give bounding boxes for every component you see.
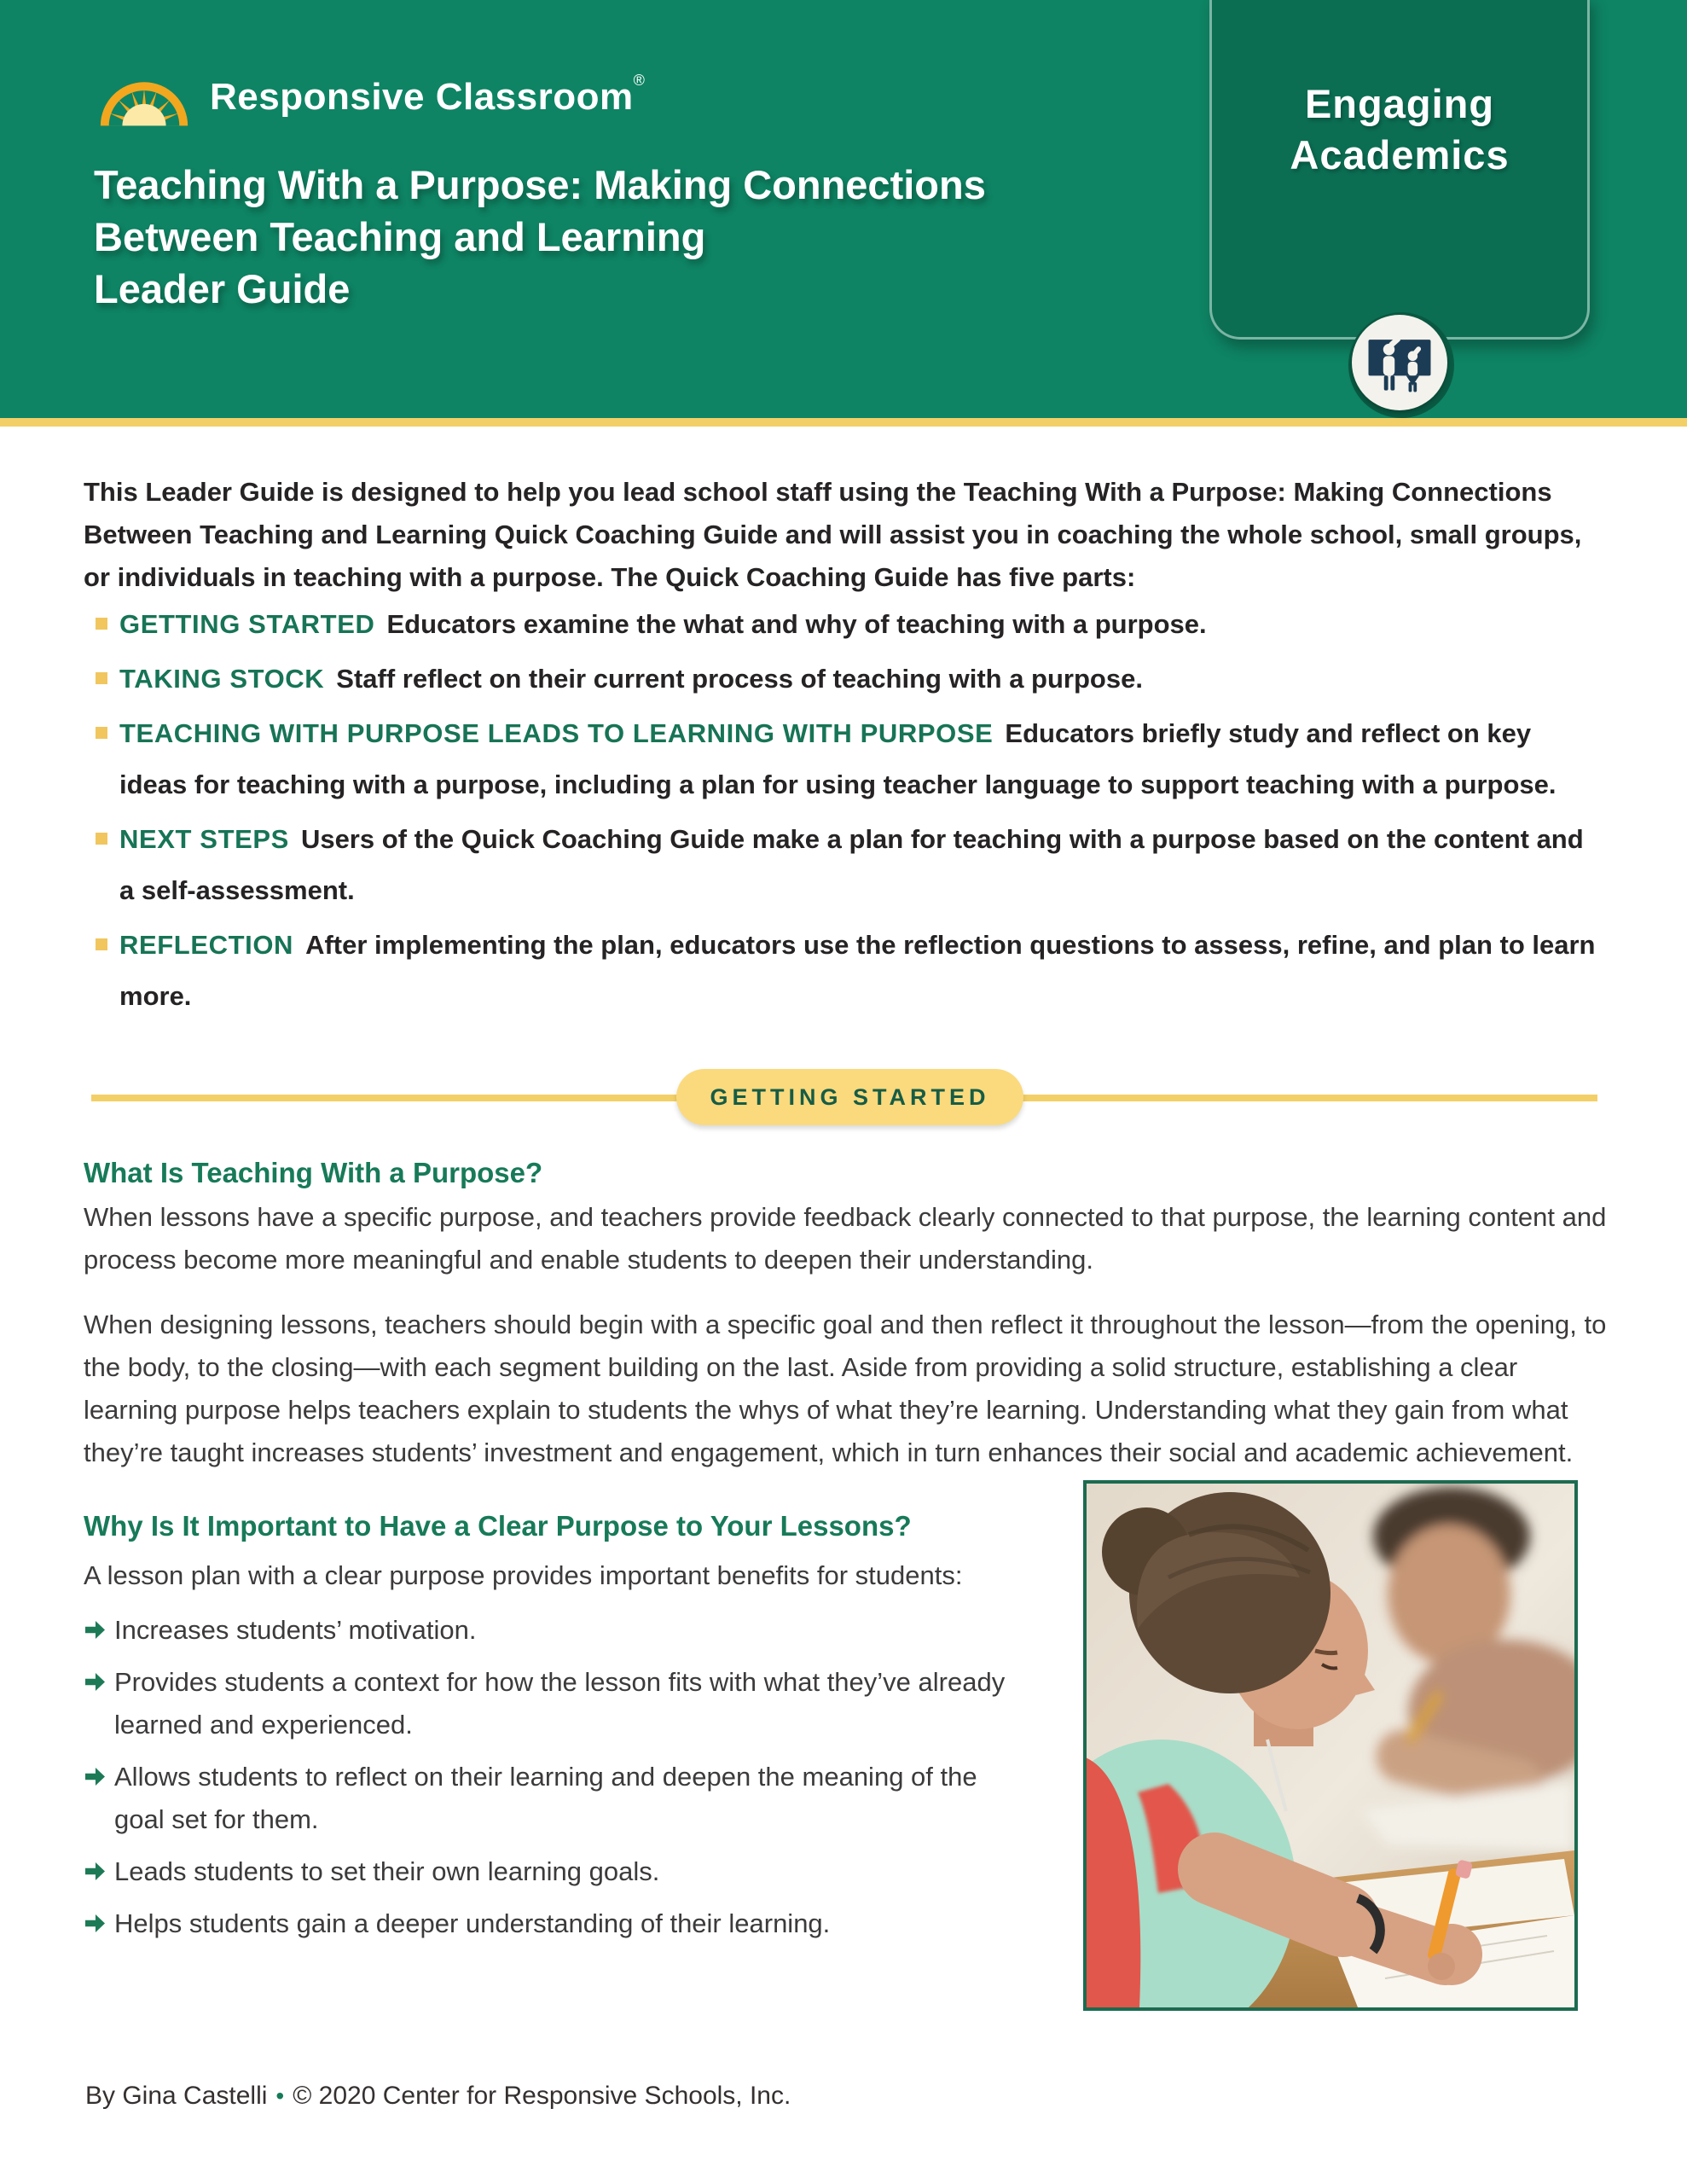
list-item: [96, 653, 1603, 705]
part-text: Staff reflect on their current process of teaching with a purpose.: [336, 664, 1143, 694]
square-bullet-icon: [96, 618, 107, 630]
arrow-bullet-icon: [85, 1673, 105, 1691]
footer-byline: By Gina Castelli: [85, 2082, 268, 2110]
square-bullet-icon: [96, 727, 107, 739]
benefit-text: Helps students gain a deeper understanding of their learning.: [114, 1908, 831, 1938]
teacher-student-blackboard-icon: [1352, 315, 1447, 410]
list-item: [85, 1661, 1032, 1746]
part-label: NEXT STEPS: [119, 824, 289, 854]
section1-paragraph-2: When designing lessons, teachers should begin with a specific goal and then reflect it throughout the lesson—from the opening, to the body, to the closing—with each segment building on the last. Aside from providing a solid structure, establishing a clear learning purpose helps teachers explain to students the whys of what they’re learning. Understanding what they gain from what they’re taught increases students’ investment and engagement, which in turn enhances their social and academic achievement.: [84, 1310, 1607, 1467]
benefit-text: Allows students to reflect on their learning and deepen the meaning of the goal set for them.: [114, 1762, 977, 1834]
section-heading-why-important: Why Is It Important to Have a Clear Purpose to Your Lessons?: [84, 1510, 912, 1542]
part-text: Users of the Quick Coaching Guide make a plan for teaching with a purpose based on the content and a self-assessment.: [119, 824, 1584, 905]
section1-paragraph-1: When lessons have a specific purpose, and teachers provide feedback clearly connected to that purpose, the learning content and process become more meaningful and enable students to deepen their understanding.: [84, 1202, 1607, 1275]
part-text: Educators examine the what and why of teaching with a purpose.: [386, 609, 1207, 639]
arrow-bullet-icon: [85, 1768, 105, 1786]
series-badge-title: [1212, 78, 1587, 181]
footer-separator-dot: •: [275, 2082, 285, 2109]
part-text: Educators briefly study and reflect on key ideas for teaching with a purpose, including a plan for using teacher language to support teaching with a purpose.: [119, 718, 1557, 799]
list-item: [96, 920, 1603, 1022]
sun-logo-icon: [94, 60, 194, 130]
list-item: [85, 1609, 1032, 1652]
list-item: [96, 708, 1603, 810]
benefit-text: Increases students’ motivation.: [114, 1615, 477, 1645]
list-item: [85, 1756, 1032, 1841]
benefit-text: Provides students a context for how the lesson fits with what they’ve already learned and experienced.: [114, 1667, 1006, 1740]
footer-copyright: © 2020 Center for Responsive Schools, Inc.: [293, 2082, 791, 2110]
square-bullet-icon: [96, 833, 107, 845]
part-label: REFLECTION: [119, 930, 294, 960]
part-text: After implementing the plan, educators use the reflection questions to assess, refine, and plan to learn more.: [119, 930, 1596, 1011]
section-heading-what-is: What Is Teaching With a Purpose?: [84, 1157, 543, 1188]
part-label: TAKING STOCK: [119, 664, 325, 694]
arrow-bullet-icon: [85, 1621, 105, 1639]
header-accent-stripe: [0, 418, 1687, 427]
list-item: [96, 599, 1603, 650]
square-bullet-icon: [96, 938, 107, 950]
title-line-3: Leader Guide: [94, 266, 351, 311]
registered-mark: ®: [633, 71, 646, 89]
badge-line-2: Academics: [1290, 132, 1510, 177]
list-item: [85, 1850, 1032, 1893]
series-badge: [1209, 0, 1590, 340]
brand-logo: [94, 60, 645, 130]
section2-lead: A lesson plan with a clear purpose provides important benefits for students:: [84, 1560, 963, 1590]
part-label: TEACHING WITH PURPOSE LEADS TO LEARNING WITH PURPOSE: [119, 718, 994, 748]
list-item: [96, 814, 1603, 916]
benefit-text: Leads students to set their own learning goals.: [114, 1856, 660, 1886]
section-divider-pill: GETTING STARTED: [676, 1069, 1023, 1125]
title-line-1: Teaching With a Purpose: Making Connections: [94, 162, 986, 207]
badge-line-1: Engaging: [1304, 81, 1495, 126]
square-bullet-icon: [96, 672, 107, 684]
classroom-photo: [1083, 1480, 1578, 2011]
arrow-bullet-icon: [85, 1862, 105, 1880]
intro-paragraph: This Leader Guide is designed to help you lead school staff using the Teaching With a Purpose: Making Connections Between Teaching and Learning Quick Coaching Guide and will assist you in coaching the whole school, small groups, or individuals in teaching with a purpose. The Quick Coaching Guide has five parts:: [84, 477, 1582, 592]
part-label: GETTING STARTED: [119, 609, 375, 639]
guide-parts-list: [96, 599, 1603, 1025]
arrow-bullet-icon: [85, 1914, 105, 1932]
title-line-2: Between Teaching and Learning: [94, 214, 706, 259]
brand-name: Responsive Classroom®: [210, 71, 646, 118]
footer-credit: [85, 2082, 791, 2111]
page-title: [94, 159, 1203, 315]
list-item: [85, 1902, 1032, 1945]
benefits-list: [85, 1609, 1032, 1955]
